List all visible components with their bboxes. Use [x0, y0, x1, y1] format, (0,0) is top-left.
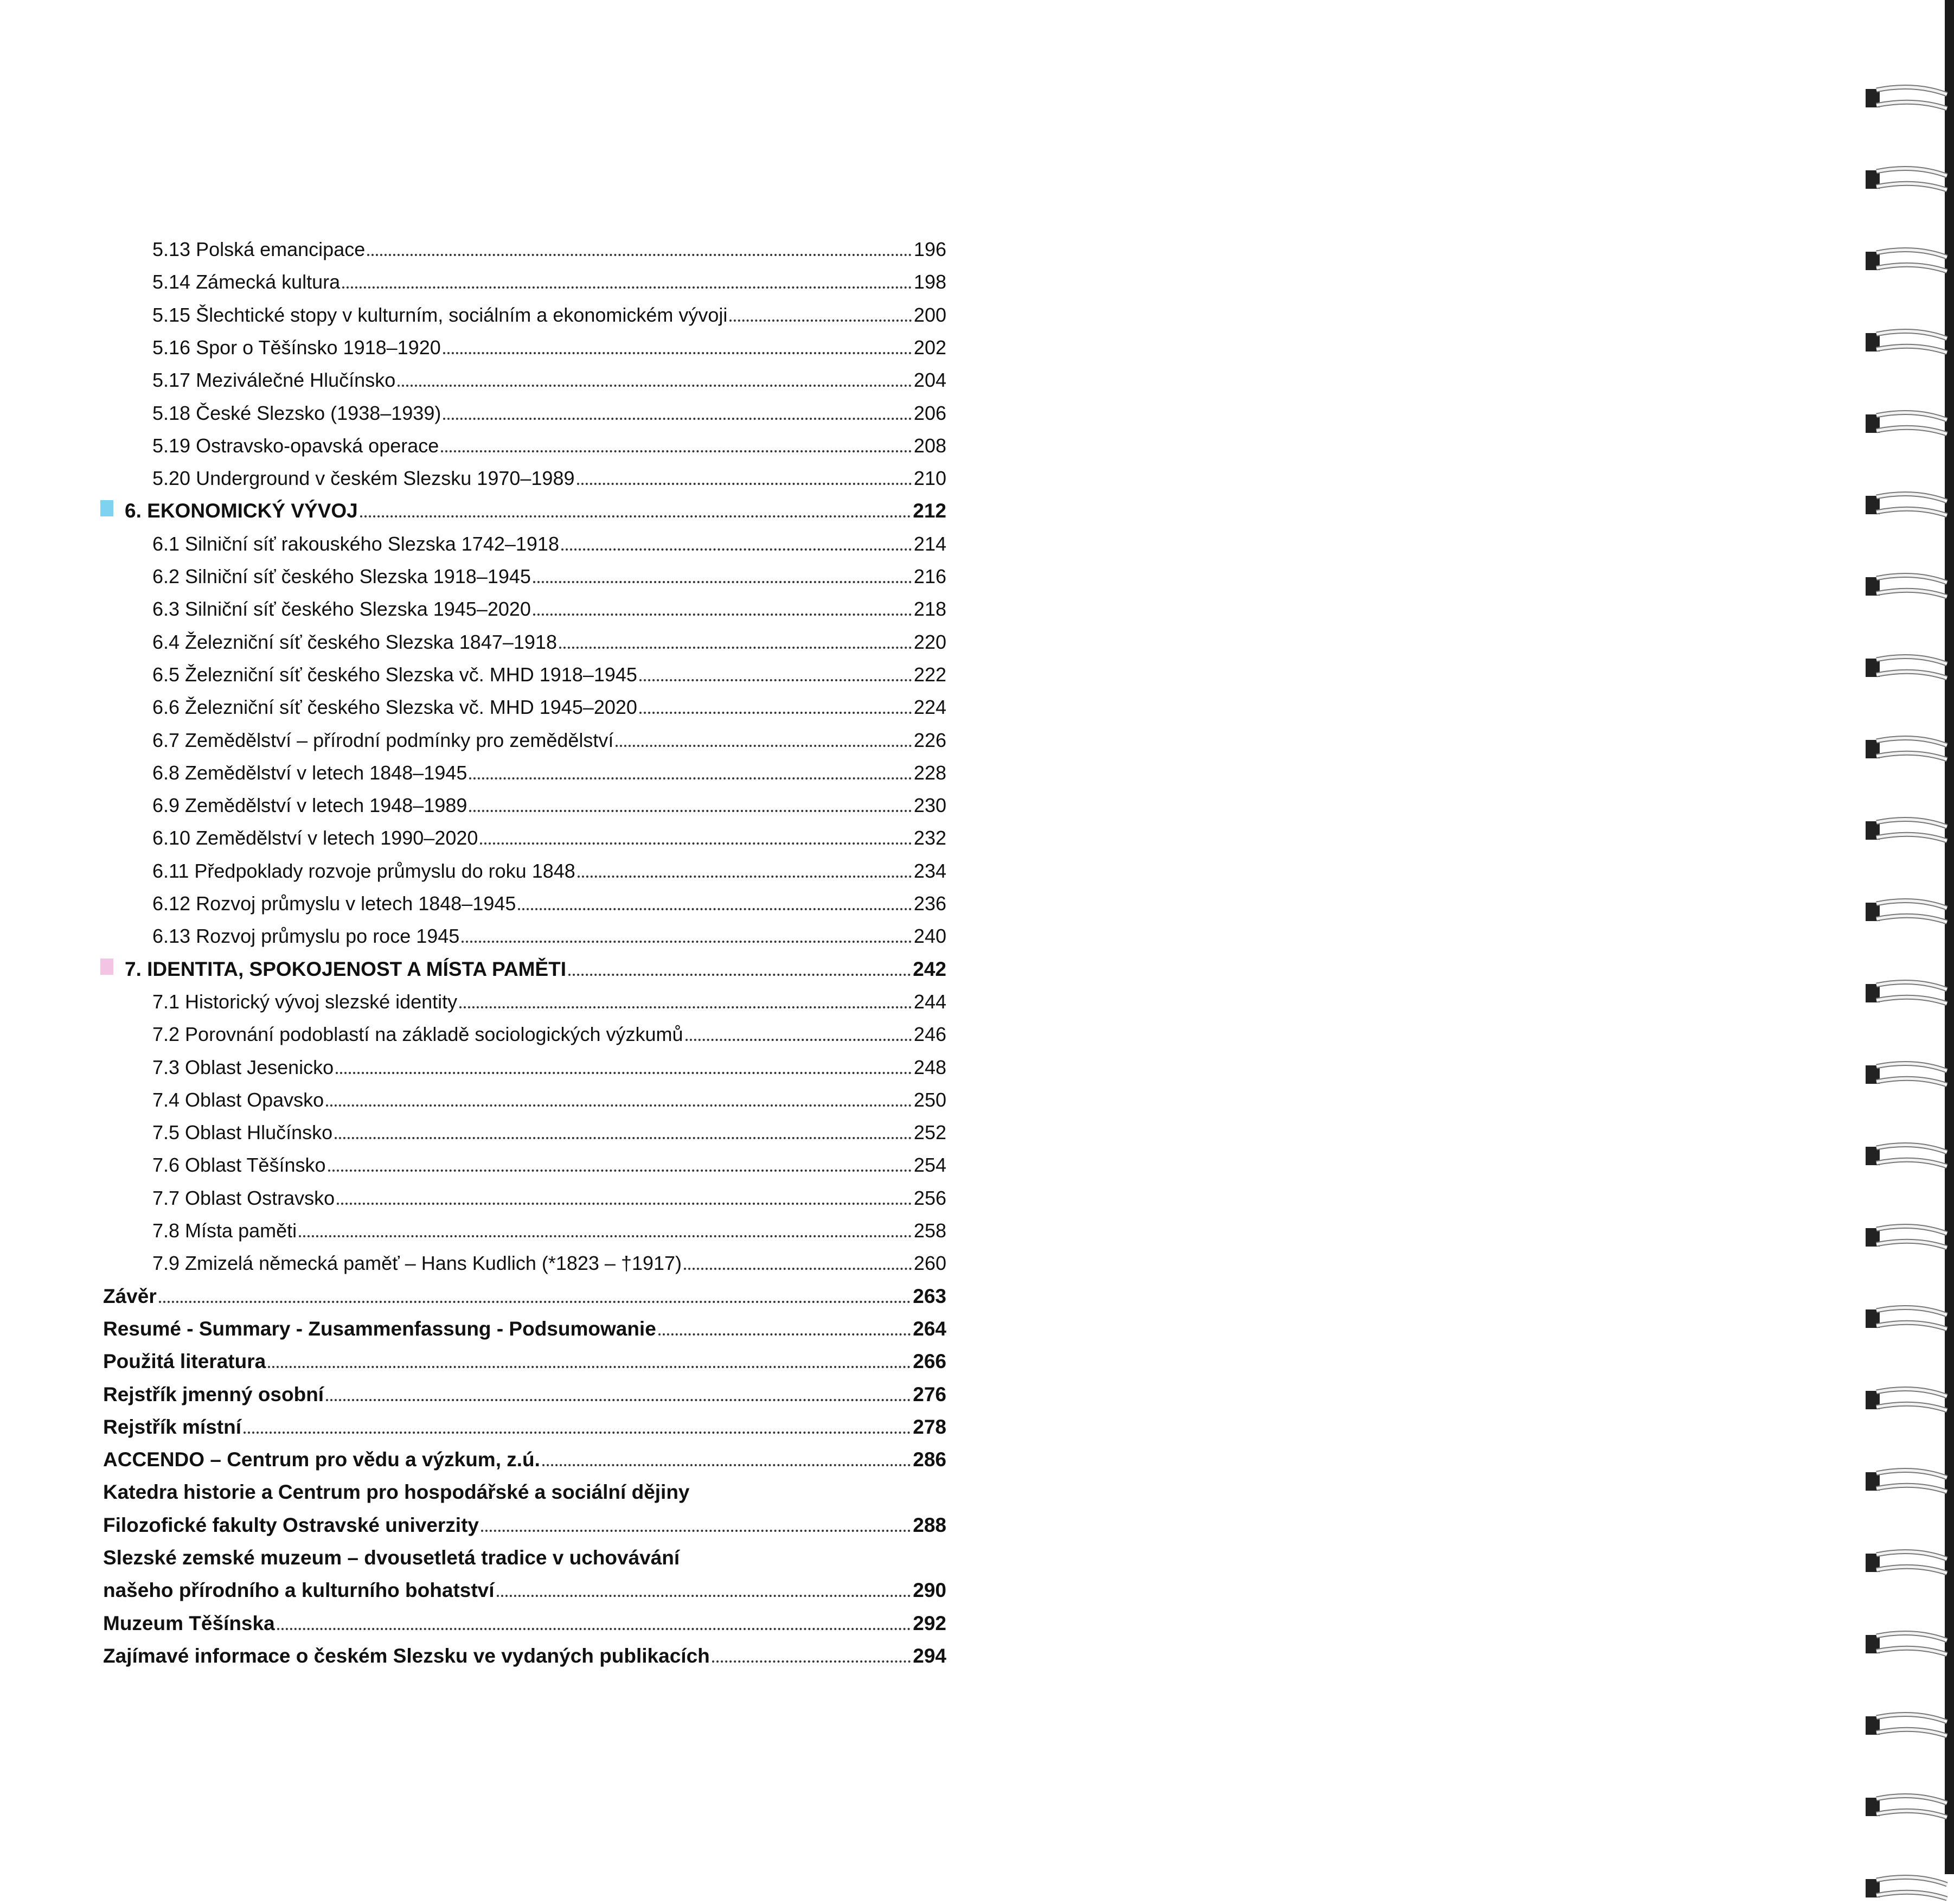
toc-page-number: 252: [913, 1121, 946, 1143]
toc-page-number: 266: [913, 1350, 946, 1372]
binding-coil: [1866, 732, 1952, 765]
toc-page-number: 226: [913, 729, 946, 751]
toc-title: 6.4 Železniční síť českého Slezska 1847–1918: [152, 631, 557, 653]
dot-leader: [480, 842, 912, 845]
toc-entry: [103, 1441, 946, 1472]
toc-subentry: [152, 264, 946, 294]
toc-title: 5.17 Meziválečné Hlučínsko: [152, 369, 396, 391]
toc-page-number: 206: [913, 402, 946, 424]
dot-leader: [616, 745, 912, 747]
toc-subentry: [152, 1180, 946, 1210]
toc-page-number: 292: [913, 1612, 946, 1634]
dot-leader: [497, 1595, 911, 1597]
toc-subentry: [152, 1016, 946, 1046]
toc-title: Filozofické fakulty Ostravské univerzity: [103, 1514, 479, 1536]
toc-title: Slezské zemské muzeum – dvousetletá tradice v uchovávání: [103, 1547, 680, 1569]
dot-leader: [542, 1464, 911, 1466]
dot-leader: [559, 647, 912, 649]
toc-page-number: 290: [913, 1579, 946, 1601]
dot-leader: [462, 941, 912, 943]
dot-leader: [729, 320, 912, 322]
toc-subentry: [152, 329, 946, 360]
toc-page-number: 198: [913, 271, 946, 293]
toc-entry: [103, 1278, 946, 1308]
toc-page-number: 216: [913, 565, 946, 587]
dot-leader: [533, 614, 912, 616]
dot-leader: [685, 1039, 912, 1041]
dot-leader: [684, 1268, 912, 1270]
toc-title: 5.18 České Slezsko (1938–1939): [152, 402, 441, 424]
toc-title: 6.1 Silniční síť rakouského Slezska 1742–1918: [152, 533, 559, 555]
toc-page-number: 228: [913, 762, 946, 784]
spiral-binding: [1849, 0, 1954, 1874]
toc-subentry: [152, 689, 946, 719]
toc-entry: [103, 1539, 946, 1570]
toc-page-number: 246: [913, 1023, 946, 1045]
toc-title: našeho přírodního a kulturního bohatství: [103, 1579, 495, 1601]
toc-title: 6.5 Železniční síť českého Slezska vč. MHD 1918–1945: [152, 663, 637, 686]
dot-leader: [481, 1530, 911, 1532]
dot-leader: [326, 1399, 911, 1401]
dot-leader: [578, 876, 912, 878]
toc-title: 6.2 Silniční síť českého Slezska 1918–1945: [152, 565, 531, 587]
toc-title: 6.3 Silniční síť českého Slezska 1945–2020: [152, 598, 531, 620]
binding-coil: [1866, 244, 1952, 277]
binding-coil: [1866, 1790, 1952, 1823]
dot-leader: [518, 908, 912, 910]
dot-leader: [577, 483, 912, 485]
toc-title: 7.7 Oblast Ostravsko: [152, 1187, 335, 1209]
dot-leader: [244, 1432, 911, 1434]
toc-title: Katedra historie a Centrum pro hospodářské a sociální dějiny: [103, 1481, 690, 1503]
toc-title: 6.6 Železniční síť českého Slezska vč. MHD 1945–2020: [152, 696, 637, 718]
toc-page-number: 208: [913, 435, 946, 457]
toc-title: 6.9 Zemědělství v letech 1948–1989: [152, 794, 467, 816]
toc-title: 6.8 Zemědělství v letech 1848–1945: [152, 762, 467, 784]
binding-coil: [1866, 1383, 1952, 1416]
toc-subentry: [152, 1212, 946, 1243]
toc-entry: [103, 1507, 946, 1537]
toc-title: 7.2 Porovnání podoblastí na základě sociologických výzkumů: [152, 1023, 683, 1045]
binding-coil: [1866, 814, 1952, 846]
toc-subentry: [152, 853, 946, 883]
toc-entry: [103, 1638, 946, 1668]
dot-leader: [561, 548, 912, 551]
toc-subentry: [152, 983, 946, 1014]
toc-subentry: [152, 395, 946, 425]
toc-page-number: 202: [913, 336, 946, 359]
toc-title: 5.20 Underground v českém Slezsku 1970–1989: [152, 467, 575, 489]
toc-title: 7.5 Oblast Hlučínsko: [152, 1121, 333, 1143]
toc-title: Rejstřík jmenný osobní: [103, 1383, 324, 1405]
toc-page-number: 294: [913, 1645, 946, 1667]
toc-page-number: 244: [913, 991, 946, 1013]
toc-subentry: [152, 1114, 946, 1145]
toc-subentry: [152, 624, 946, 654]
binding-coil: [1866, 1139, 1952, 1172]
dot-leader: [159, 1301, 911, 1303]
toc-title: Závěr: [103, 1285, 157, 1307]
dot-leader: [658, 1333, 911, 1336]
toc-title: Rejstřík místní: [103, 1416, 241, 1438]
toc-title: 7.1 Historický vývoj slezské identity: [152, 991, 458, 1013]
toc-entry: [103, 1572, 946, 1602]
toc-title: 5.14 Zámecká kultura: [152, 271, 341, 293]
toc-title: 6.11 Předpoklady rozvoje průmyslu do roku 1848: [152, 860, 575, 882]
toc-page-number: 263: [913, 1285, 946, 1307]
dot-leader: [443, 352, 912, 354]
toc-page-number: 240: [913, 925, 946, 947]
binding-coil: [1866, 1871, 1952, 1904]
dot-leader: [299, 1235, 912, 1237]
binding-coil: [1866, 895, 1952, 928]
binding-coil: [1866, 1058, 1952, 1090]
dot-leader: [459, 1006, 912, 1008]
toc-page-number: 286: [913, 1448, 946, 1471]
binding-coil: [1866, 488, 1952, 521]
binding-coil: [1866, 1221, 1952, 1253]
binding-coil: [1866, 1465, 1952, 1497]
toc-page-number: 278: [913, 1416, 946, 1438]
toc-page-number: 288: [913, 1514, 946, 1536]
dot-leader: [639, 679, 912, 681]
dot-leader: [342, 286, 912, 289]
toc-page-number: 210: [913, 467, 946, 489]
toc-subentry: [152, 1245, 946, 1275]
toc-page-number: 232: [913, 827, 946, 849]
toc-subentry: [152, 820, 946, 850]
dot-leader: [639, 712, 912, 714]
toc-title: 6.7 Zemědělství – přírodní podmínky pro zemědělství: [152, 729, 614, 751]
toc-subentry: [152, 1147, 946, 1177]
binding-coil: [1866, 651, 1952, 683]
toc-entry: [103, 1376, 946, 1407]
toc-entry: [103, 1605, 946, 1635]
binding-coil: [1866, 570, 1952, 602]
toc-page-number: 212: [913, 500, 946, 522]
binding-coil: [1866, 325, 1952, 358]
toc-title: 6.12 Rozvoj průmyslu v letech 1848–1945: [152, 892, 516, 915]
toc-page-number: 250: [913, 1089, 946, 1111]
binding-coil: [1866, 1627, 1952, 1660]
dot-leader: [533, 581, 912, 583]
binding-coil: [1866, 81, 1952, 114]
toc-page-number: 222: [913, 663, 946, 686]
toc-page-number: 218: [913, 598, 946, 620]
toc-entry: [103, 1409, 946, 1439]
toc-chapter: [125, 493, 946, 523]
dot-leader: [443, 418, 912, 420]
toc-page-number: 276: [913, 1383, 946, 1405]
toc-title: 7.6 Oblast Těšínsko: [152, 1154, 326, 1176]
toc-subentry: [152, 591, 946, 621]
toc-subentry: [152, 918, 946, 948]
toc-subentry: [152, 427, 946, 458]
toc-subentry: [152, 526, 946, 556]
toc-title: Muzeum Těšínska: [103, 1612, 275, 1634]
toc-page-number: 234: [913, 860, 946, 882]
toc-page-number: 236: [913, 892, 946, 915]
toc-page-number: 204: [913, 369, 946, 391]
toc-subentry: [152, 297, 946, 327]
dot-leader: [441, 450, 912, 452]
toc-entry: [103, 1311, 946, 1341]
binding-coil: [1866, 407, 1952, 439]
toc-title: 7.8 Místa paměti: [152, 1219, 297, 1242]
toc-chapter: [125, 951, 946, 981]
toc-title: 6. EKONOMICKÝ VÝVOJ: [125, 500, 358, 522]
toc-page-number: 254: [913, 1154, 946, 1176]
chapter-marker-icon: [100, 959, 113, 975]
dot-leader: [469, 810, 912, 812]
toc-page-number: 258: [913, 1219, 946, 1242]
toc-subentry: [152, 787, 946, 817]
toc-page-number: 200: [913, 304, 946, 326]
toc-page-number: 248: [913, 1056, 946, 1078]
toc-page-number: 230: [913, 794, 946, 816]
toc-page-number: 196: [913, 238, 946, 260]
dot-leader: [712, 1660, 911, 1663]
toc-subentry: [152, 558, 946, 589]
toc-title: 5.19 Ostravsko-opavská operace: [152, 435, 439, 457]
dot-leader: [335, 1137, 912, 1139]
toc-title: Zajímavé informace o českém Slezsku ve vydaných publikacích: [103, 1645, 710, 1667]
toc-subentry: [152, 1049, 946, 1079]
dot-leader: [337, 1203, 912, 1205]
toc-page-number: 264: [913, 1318, 946, 1340]
dot-leader: [398, 385, 912, 387]
toc-subentry: [152, 460, 946, 490]
toc-subentry: [152, 885, 946, 916]
binding-coil: [1866, 976, 1952, 1009]
toc-subentry: [152, 1082, 946, 1112]
book-edge: [1945, 0, 1954, 1874]
toc-entry: [103, 1343, 946, 1373]
toc-page-number: 256: [913, 1187, 946, 1209]
toc-subentry: [152, 656, 946, 687]
chapter-marker-icon: [100, 500, 113, 516]
toc-title: 7.4 Oblast Opavsko: [152, 1089, 324, 1111]
toc-title: 7. IDENTITA, SPOKOJENOST A MÍSTA PAMĚTI: [125, 958, 567, 980]
toc-page-number: 260: [913, 1252, 946, 1274]
toc-title: 6.13 Rozvoj průmyslu po roce 1945: [152, 925, 460, 947]
toc-title: 5.13 Polská emancipace: [152, 238, 366, 260]
binding-coil: [1866, 1546, 1952, 1579]
dot-leader: [277, 1628, 911, 1630]
toc-subentry: [152, 362, 946, 392]
toc-title: 5.15 Šlechtické stopy v kulturním, sociálním a ekonomickém vývoji: [152, 304, 728, 326]
dot-leader: [336, 1072, 912, 1074]
toc-title: 6.10 Zemědělství v letech 1990–2020: [152, 827, 478, 849]
toc-page-number: 242: [913, 958, 946, 980]
binding-coil: [1866, 1302, 1952, 1334]
toc-page-number: 224: [913, 696, 946, 718]
binding-coil: [1866, 163, 1952, 195]
dot-leader: [568, 974, 911, 976]
dot-leader: [268, 1366, 911, 1368]
toc-subentry: [152, 231, 946, 261]
binding-coil: [1866, 1709, 1952, 1741]
toc-title: ACCENDO – Centrum pro vědu a výzkum, z.ú.: [103, 1448, 540, 1471]
toc-subentry: [152, 722, 946, 752]
dot-leader: [367, 254, 912, 256]
toc-title: Resumé - Summary - Zusammenfassung - Podsumowanie: [103, 1318, 656, 1340]
dot-leader: [469, 777, 912, 780]
toc-page-number: 220: [913, 631, 946, 653]
toc-title: 7.9 Zmizelá německá paměť – Hans Kudlich (*1823 – †1917): [152, 1252, 682, 1274]
toc-title: Použitá literatura: [103, 1350, 266, 1372]
dot-leader: [326, 1104, 912, 1107]
toc-entry: [103, 1474, 946, 1504]
dot-leader: [360, 515, 911, 517]
dot-leader: [328, 1170, 912, 1172]
toc-title: 7.3 Oblast Jesenicko: [152, 1056, 334, 1078]
toc-title: 5.16 Spor o Těšínsko 1918–1920: [152, 336, 441, 359]
toc-subentry: [152, 755, 946, 785]
toc-page-number: 214: [913, 533, 946, 555]
